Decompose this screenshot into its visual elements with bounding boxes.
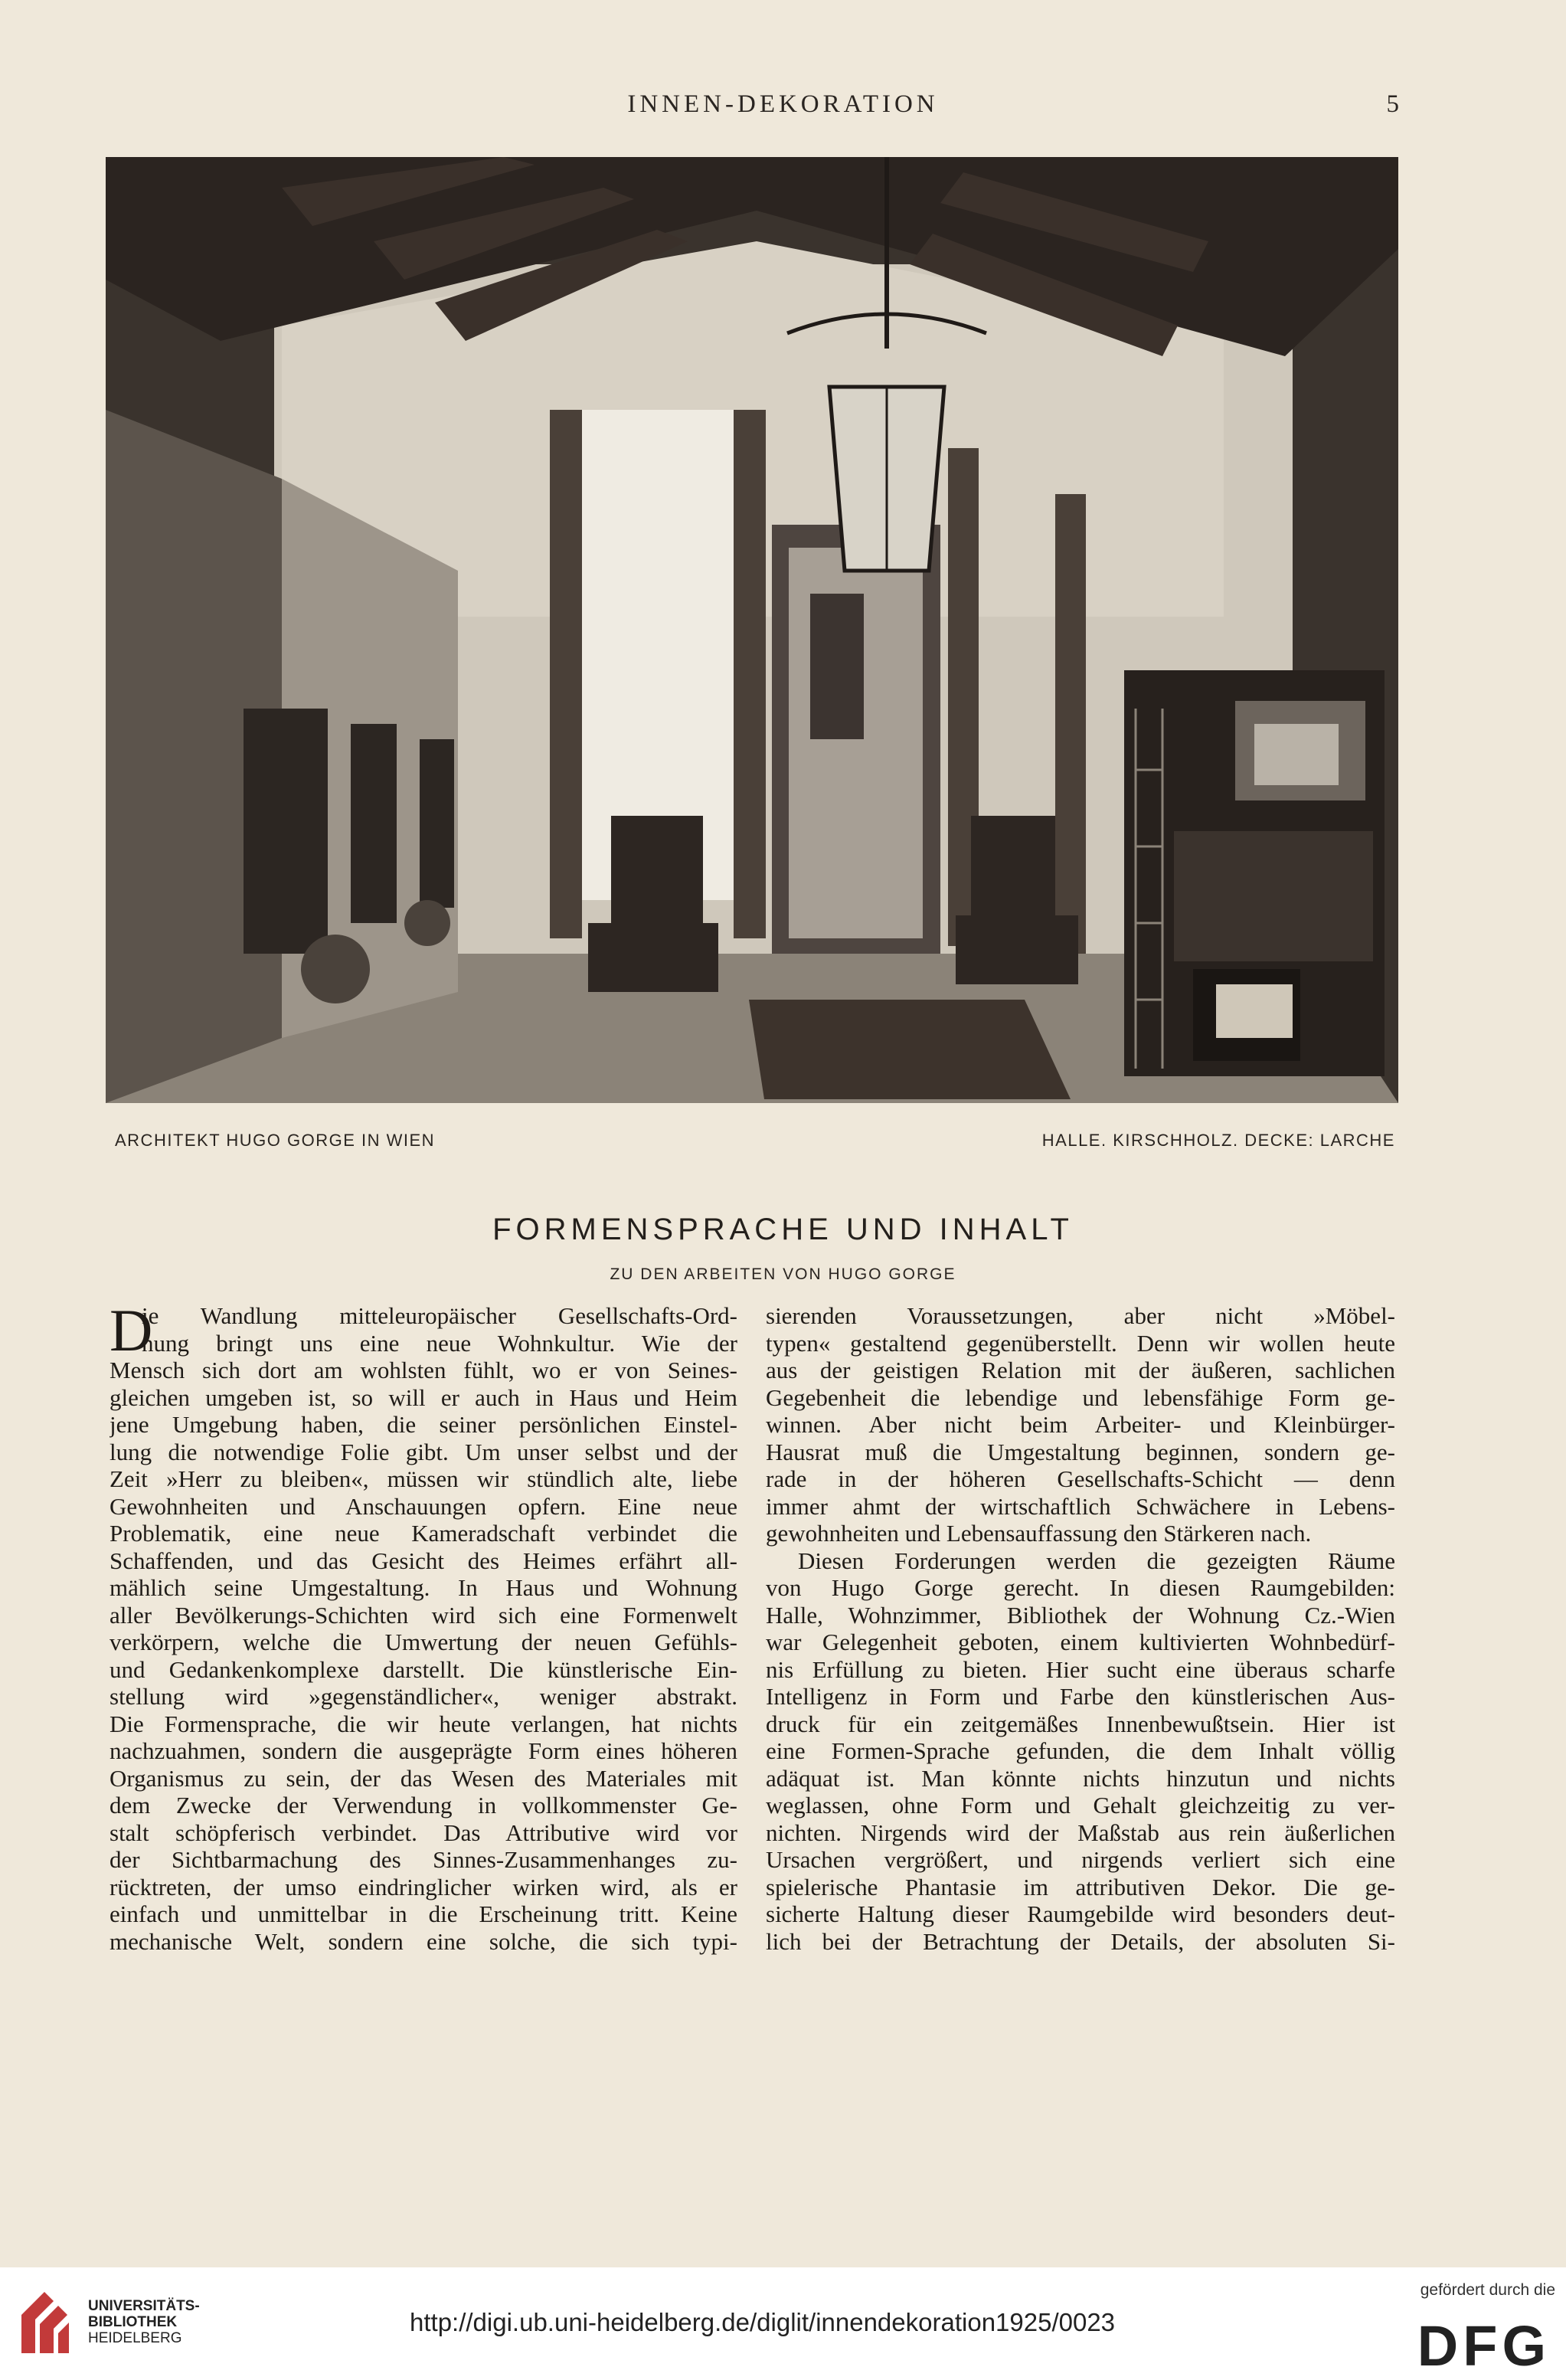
page-number: 5 <box>1386 90 1399 118</box>
permalink-url[interactable]: http://digi.ub.uni-heidelberg.de/diglit/innendekoration1925/0023 <box>410 2308 1116 2336</box>
text-line: nichten. Nirgends wird der Maßstab aus rein äußerlichen <box>766 1819 1395 1846</box>
text-column-right <box>766 1302 1395 1955</box>
text-line: war Gelegenheit geboten, einem kultivierten Wohnbedürf- <box>766 1629 1395 1655</box>
text-line: Problematik, eine neue Kameradschaft verbindet die <box>110 1520 737 1547</box>
university-library-logo-icon <box>14 2284 77 2361</box>
text-line: Mensch sich dort am wohlsten fühlt, wo er von Seines- <box>110 1357 737 1383</box>
figure-caption-left: ARCHITEKT HUGO GORGE IN WIEN <box>115 1131 436 1150</box>
text-line: Hausrat muß die Umgestaltung beginnen, sondern ge- <box>766 1438 1395 1465</box>
drop-cap: D <box>110 1297 153 1364</box>
text-line: gleichen umgeben ist, so will er auch in Haus und Heim <box>110 1383 737 1411</box>
text-line: dem Zwecke der Verwendung in vollkommenster Ge- <box>110 1792 737 1819</box>
text-line: rade in der höheren Gesellschafts-Schicht — denn <box>766 1465 1395 1492</box>
text-line: Intelligenz in Form und Farbe den künstlerischen Aus- <box>766 1683 1395 1710</box>
text-line: lung die notwendige Folie gibt. Um unser selbst und der <box>110 1438 737 1465</box>
text-line: weglassen, ohne Form und Gehalt gleichzeitig zu ver- <box>766 1792 1395 1819</box>
text-line: typen« gestaltend gegenüberstellt. Denn wir wollen heute <box>766 1329 1395 1357</box>
text-line: druck für ein zeitgemäßes Innenbewußtsein. Hier ist <box>766 1710 1395 1737</box>
text-line: der Sichtbarmachung des Sinnes-Zusammenhanges zu- <box>110 1846 737 1873</box>
text-line: nis Erfüllung zu bieten. Hier sucht eine überaus scharfe <box>766 1655 1395 1683</box>
text-line: Organismus zu sein, der das Wesen des Materiales mit <box>110 1764 737 1792</box>
text-line: verkörpern, welche die Umwertung der neuen Gefühls- <box>110 1629 737 1655</box>
text-line: nachzuahmen, sondern die ausgeprägte Form eines höheren <box>110 1737 737 1764</box>
text-line: lich bei der Betrachtung der Details, der absoluten Si- <box>766 1927 1395 1955</box>
hall-photograph <box>106 157 1398 1103</box>
sponsor-text: gefördert durch die <box>1420 2281 1555 2299</box>
text-line: mechanische Welt, sondern eine solche, die sich typi- <box>110 1927 737 1955</box>
text-line: spielerische Phantasie im attributiven Dekor. Die ge- <box>766 1873 1395 1900</box>
figure-caption-right: HALLE. KIRSCHHOLZ. DECKE: LARCHE <box>1041 1131 1395 1150</box>
text-line: Die Formensprache, die wir heute verlangen, hat nichts <box>110 1710 737 1737</box>
text-line: Schaffenden, und das Gesicht des Heimes erfährt all- <box>110 1547 737 1574</box>
article-subtitle: ZU DEN ARBEITEN VON HUGO GORGE <box>610 1265 956 1283</box>
text-line: Gewohnheiten und Anschauungen opfern. Eine neue <box>110 1492 737 1520</box>
text-line: von Hugo Gorge gerecht. In diesen Raumgebilden: <box>766 1574 1395 1601</box>
text-line: Gegebenheit die lebendige und lebensfähige Form ge- <box>766 1383 1395 1411</box>
text-line: winnen. Aber nicht beim Arbeiter- und Kleinbürger- <box>766 1411 1395 1438</box>
dfg-logo: DFG <box>1417 2314 1551 2378</box>
text-line: Halle, Wohnzimmer, Bibliothek der Wohnung Cz.-Wien <box>766 1601 1395 1629</box>
text-line: gewohnheiten und Lebensauffassung den Stärkeren nach. <box>766 1520 1312 1547</box>
university-library-name: UNIVERSITÄTS- BIBLIOTHEK HEIDELBERG <box>88 2298 200 2346</box>
digitization-footer <box>0 2267 1566 2380</box>
text-line: ie Wandlung mitteleuropäischer Gesellschafts-Ord- <box>142 1302 737 1329</box>
running-head: INNEN-DEKORATION <box>627 90 939 118</box>
text-line: sicherte Haltung dieser Raumgebilde wird besonders deut- <box>766 1900 1395 1927</box>
text-line: aller Bevölkerungs-Schichten wird sich eine Formenwelt <box>110 1601 737 1629</box>
text-line: und Gedankenkomplexe darstellt. Die künstlerische Ein- <box>110 1655 737 1683</box>
text-line: aus der geistigen Relation mit der äußeren, sachlichen <box>766 1357 1395 1383</box>
text-line: rücktreten, der umso eindringlicher wirken wird, als er <box>110 1873 737 1900</box>
text-line: Zeit »Herr zu bleiben«, müssen wir stündlich alte, liebe <box>110 1465 737 1492</box>
text-line: Diesen Forderungen werden die gezeigten Räume <box>798 1547 1395 1574</box>
article-title: FORMENSPRACHE UND INHALT <box>492 1213 1074 1246</box>
hall-photo-illustration <box>106 157 1398 1103</box>
text-line: adäquat ist. Man könnte nichts hinzutun und nichts <box>766 1764 1395 1792</box>
text-line: Ursachen vergrößert, und nirgends verliert sich eine <box>766 1846 1395 1873</box>
text-line: immer ahmt der wirtschaftlich Schwächere in Lebens- <box>766 1492 1395 1520</box>
text-line: einfach und unmittelbar in die Erscheinung tritt. Keine <box>110 1900 737 1927</box>
text-line: stalt schöpferisch verbindet. Das Attributive wird vor <box>110 1819 737 1846</box>
text-line: eine Formen-Sprache gefunden, die dem Inhalt völlig <box>766 1737 1395 1764</box>
text-line: jene Umgebung haben, die seiner persönlichen Einstel- <box>110 1411 737 1438</box>
text-line: sierenden Voraussetzungen, aber nicht »Möbel- <box>766 1302 1395 1329</box>
text-line: stellung wird »gegenständlicher«, weniger abstrakt. <box>110 1683 737 1710</box>
text-line: nung bringt uns eine neue Wohnkultur. Wie der <box>142 1329 737 1357</box>
text-column-left <box>110 1297 737 1955</box>
text-line: mählich seine Umgestaltung. In Haus und Wohnung <box>110 1574 737 1601</box>
